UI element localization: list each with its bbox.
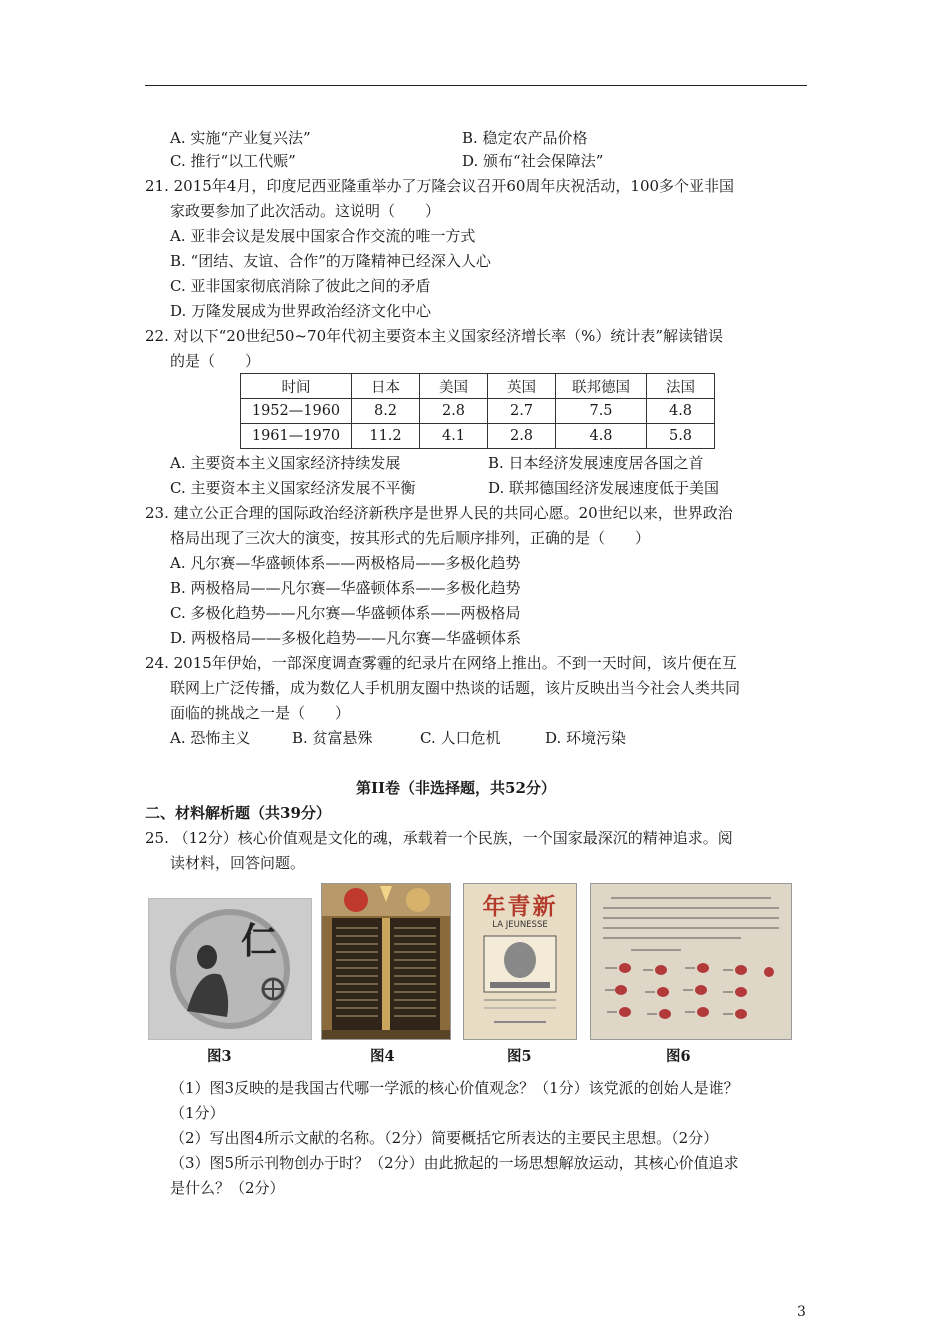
q24-option-c: C. 人口危机 (420, 729, 501, 747)
q24-option-a: A. 恐怖主义 (170, 729, 251, 747)
section2-title: 二、材料解析题（共39分） (145, 804, 331, 822)
figure-3-image (148, 898, 312, 1040)
q23-stem-line2: 格局出现了三次大的演变，按其形式的先后顺序排列，正确的是（ ） (170, 529, 651, 547)
q24-stem-line1: 24. 2015年伊始，一部深度调查雾霾的纪录片在网络上推出。不到一天时间，该片便在互 (145, 654, 737, 672)
q22-option-b: B. 日本经济发展速度居各国之首 (488, 454, 704, 472)
figure-6-caption: 图6 (666, 1048, 691, 1065)
q21-stem-line2: 家政要参加了此次活动。这说明（ ） (170, 202, 441, 220)
q20-option-d: D. 颁布“社会保障法” (462, 152, 604, 170)
q25-sub1-line1: （1）图3反映的是我国古代哪一学派的核心价值观念？（1分）该党派的创始人是谁？ (170, 1079, 739, 1097)
q22-option-a: A. 主要资本主义国家经济持续发展 (170, 454, 401, 472)
q24-option-b: B. 贫富悬殊 (292, 729, 373, 747)
table-cell: 11.2 (352, 424, 420, 449)
q20-option-b: B. 稳定农产品价格 (462, 129, 588, 147)
table-cell: 7.5 (556, 399, 647, 424)
q23-option-a: A. 凡尔赛—华盛顿体系——两极格局——多极化趋势 (170, 554, 521, 572)
q21-option-c: C. 亚非国家彻底消除了彼此之间的矛盾 (170, 277, 431, 295)
q25-sub3-line2: 是什么？（2分） (170, 1179, 285, 1197)
part2-title: 第II卷（非选择题，共52分） (356, 779, 556, 797)
figure-4-image (321, 883, 451, 1040)
table-cell: 2.8 (488, 424, 556, 449)
page-number: 3 (797, 1304, 806, 1320)
figure-5-image (463, 883, 577, 1040)
table-header: 法国 (647, 374, 715, 399)
q22-stem-line1: 22. 对以下“20世纪50~70年代初主要资本主义国家经济增长率（%）统计表”解读错误 (145, 327, 724, 345)
table-cell: 1961—1970 (241, 424, 352, 449)
q21-option-b: B. “团结、友谊、合作”的万隆精神已经深入人心 (170, 252, 491, 270)
q25-sub2: （2）写出图4所示文献的名称。（2分）简要概括它所表达的主要民主思想。（2分） (170, 1129, 719, 1147)
table-cell: 8.2 (352, 399, 420, 424)
q21-option-a: A. 亚非会议是发展中国家合作交流的唯一方式 (170, 227, 476, 245)
table-header-row (241, 374, 715, 399)
header-rule (145, 85, 807, 86)
figure-3-caption: 图3 (207, 1048, 232, 1065)
figure-6-image (590, 883, 792, 1040)
q22-stem-line2: 的是（ ） (170, 352, 261, 370)
growth-rate-table (240, 373, 715, 449)
table-row (241, 399, 715, 424)
q21-option-d: D. 万隆发展成为世界政治经济文化中心 (170, 302, 432, 320)
q24-stem-line3: 面临的挑战之一是（ ） (170, 704, 351, 722)
table-cell: 1952—1960 (241, 399, 352, 424)
q22-option-c: C. 主要资本主义国家经济发展不平衡 (170, 479, 416, 497)
table-row (241, 424, 715, 449)
table-header: 联邦德国 (556, 374, 647, 399)
q23-option-c: C. 多极化趋势——凡尔赛—华盛顿体系——两极格局 (170, 604, 521, 622)
figure-5-subtitle: LA JEUNESSE (492, 920, 548, 930)
q25-stem-line2: 读材料，回答问题。 (170, 854, 306, 872)
q21-stem-line1: 21. 2015年4月，印度尼西亚隆重举办了万隆会议召开60周年庆祝活动，100多个亚非国 (145, 177, 735, 195)
table-header: 美国 (420, 374, 488, 399)
figure-4-caption: 图4 (370, 1048, 395, 1065)
table-cell: 2.7 (488, 399, 556, 424)
q25-sub1-line2: （1分） (170, 1104, 225, 1122)
figure-5-caption: 图5 (507, 1048, 532, 1065)
figure-5-masthead: 年青新 (482, 893, 558, 920)
table-cell: 2.8 (420, 399, 488, 424)
q23-stem-line1: 23. 建立公正合理的国际政治经济新秩序是世界人民的共同心愿。20世纪以来，世界政治 (145, 504, 733, 522)
q24-option-d: D. 环境污染 (545, 729, 627, 747)
q22-option-d: D. 联邦德国经济发展速度低于美国 (488, 479, 720, 497)
q23-option-d: D. 两极格局——多极化趋势——凡尔赛—华盛顿体系 (170, 629, 522, 647)
table-header: 英国 (488, 374, 556, 399)
q25-stem-line1: 25. （12分）核心价值观是文化的魂，承载着一个民族，一个国家最深沉的精神追求。阅 (145, 829, 733, 847)
figure-3-character: 仁 (241, 920, 278, 962)
table-header: 日本 (352, 374, 420, 399)
q24-stem-line2: 联网上广泛传播，成为数亿人手机朋友圈中热谈的话题，该片反映出当今社会人类共同 (170, 679, 741, 697)
table-cell: 4.8 (647, 399, 715, 424)
q25-sub3-line1: （3）图5所示刊物创办于时？（2分）由此掀起的一场思想解放运动，其核心价值追求 (170, 1154, 739, 1172)
table-cell: 4.8 (556, 424, 647, 449)
q20-option-c: C. 推行“以工代赈” (170, 152, 296, 170)
q20-option-a: A. 实施“产业复兴法” (170, 129, 311, 147)
table-cell: 5.8 (647, 424, 715, 449)
table-header: 时间 (241, 374, 352, 399)
table-cell: 4.1 (420, 424, 488, 449)
q23-option-b: B. 两极格局——凡尔赛—华盛顿体系——多极化趋势 (170, 579, 521, 597)
